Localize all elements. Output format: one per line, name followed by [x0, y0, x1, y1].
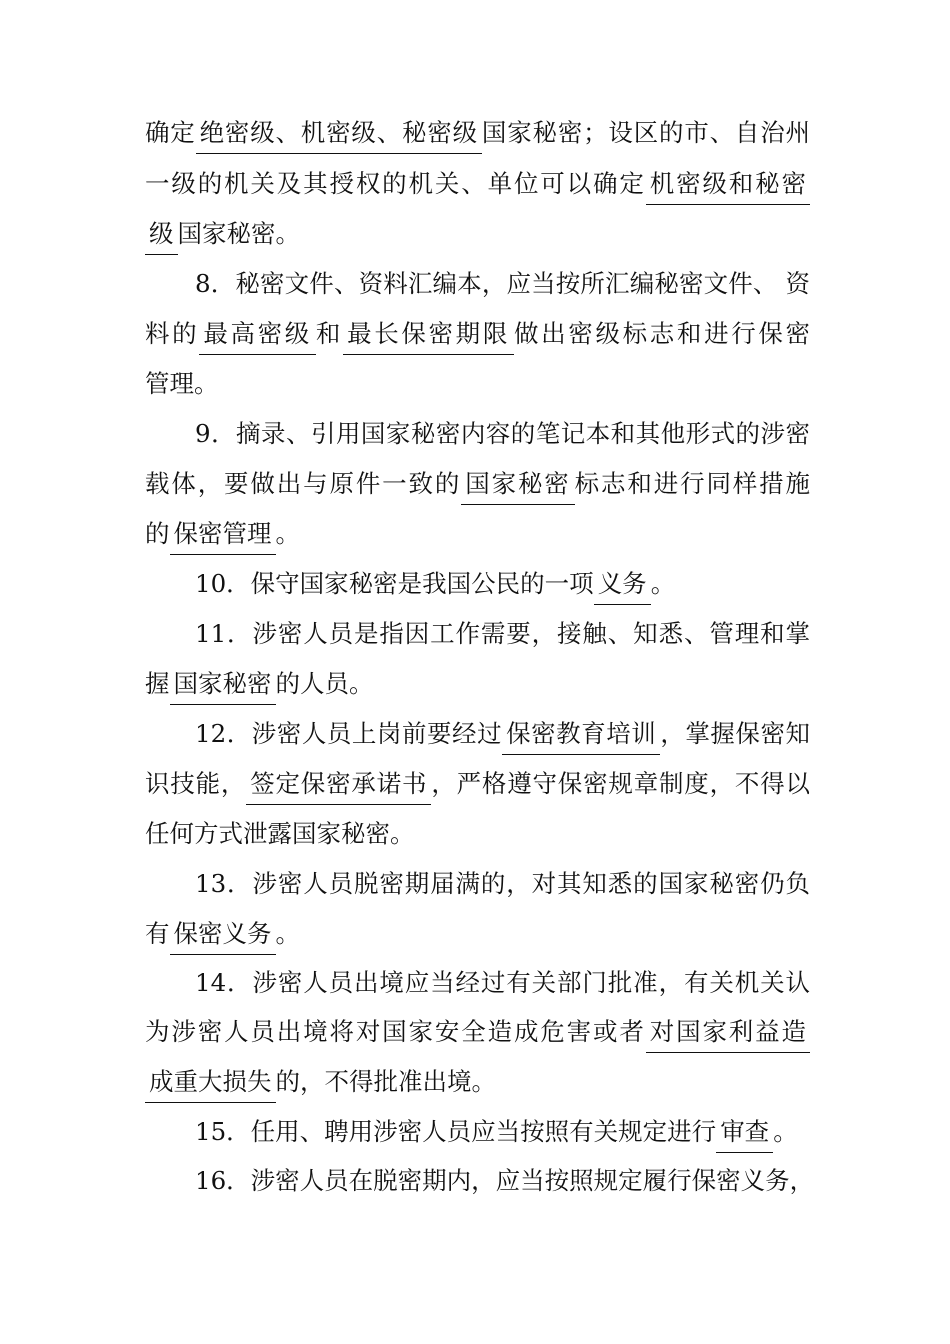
text-segment: 载体，要做出与原件一致的	[145, 469, 462, 498]
text-segment: 14．涉密人员出境应当经过有关部门批准，有关机关认	[195, 968, 810, 997]
text-segment: 标志和进行同样措施	[574, 469, 811, 498]
text-segment: 10．保守国家秘密是我国公民的一项	[195, 569, 594, 598]
text-line-1	[145, 113, 810, 153]
text-line-8	[145, 464, 810, 504]
text-line-21	[195, 1112, 810, 1152]
text-line-2	[145, 164, 810, 204]
underlined-answer: 级	[145, 219, 178, 255]
underlined-answer: 义务	[594, 569, 651, 605]
underlined-answer: 对国家利益造	[646, 1017, 810, 1053]
text-segment: 。	[275, 519, 300, 548]
text-segment: 的，不得批准出境。	[275, 1067, 496, 1096]
text-segment: 料的	[145, 319, 200, 348]
text-line-4	[195, 264, 810, 304]
text-segment: 做出密级标志和进行保密	[514, 319, 811, 348]
text-segment: 一级的机关及其授权的机关、单位可以确定	[145, 169, 646, 198]
text-line-22	[195, 1161, 815, 1201]
text-segment: 任何方式泄露国家秘密。	[145, 819, 415, 848]
text-line-15	[145, 814, 810, 854]
text-line-17	[145, 914, 810, 954]
text-line-5	[145, 314, 810, 354]
text-line-11	[195, 614, 810, 654]
underlined-answer: 绝密级、机密级、秘密级	[196, 118, 482, 154]
underlined-answer: 国家秘密	[170, 669, 276, 705]
text-segment: 有	[145, 919, 170, 948]
underlined-answer: 机密级和秘密	[646, 169, 810, 205]
underlined-answer: 国家秘密	[461, 469, 574, 505]
text-segment: 握	[145, 669, 170, 698]
text-segment: 16．涉密人员在脱密期内，应当按照规定履行保密义务，	[195, 1166, 815, 1195]
underlined-answer: 最高密级	[199, 319, 316, 355]
text-segment: 13．涉密人员脱密期届满的，对其知悉的国家秘密仍负	[195, 869, 810, 898]
text-segment: 。	[773, 1117, 798, 1146]
text-segment: 9．摘录、引用国家秘密内容的笔记本和其他形式的涉密	[195, 419, 810, 448]
text-segment: 11．涉密人员是指因工作需要，接触、知悉、管理和掌	[195, 619, 810, 648]
text-segment: ，严格遵守保密规章制度，不得以	[431, 769, 811, 798]
text-segment: 的人员。	[275, 669, 374, 698]
text-line-18	[195, 963, 810, 1003]
text-line-3	[145, 214, 810, 254]
text-segment: 的	[145, 519, 170, 548]
text-line-6	[145, 364, 810, 404]
text-segment: 12．涉密人员上岗前要经过	[195, 719, 503, 748]
underlined-answer: 保密义务	[170, 919, 276, 955]
text-line-12	[145, 664, 810, 704]
text-line-19	[145, 1012, 810, 1052]
text-segment: 。	[275, 919, 300, 948]
text-segment: 管理。	[145, 369, 219, 398]
text-segment: 15．任用、聘用涉密人员应当按照有关规定进行	[195, 1117, 717, 1146]
underlined-answer: 审查	[716, 1117, 773, 1153]
text-line-14	[145, 764, 810, 804]
text-line-16	[195, 864, 810, 904]
text-segment: 。	[650, 569, 676, 598]
text-line-9	[145, 514, 810, 554]
text-line-20	[145, 1062, 810, 1102]
text-line-10	[195, 564, 810, 604]
text-segment: 8．秘密文件、资料汇编本，应当按所汇编秘密文件、 资	[195, 269, 810, 298]
text-segment: 和	[315, 319, 344, 348]
text-line-7	[195, 414, 810, 454]
text-segment: 确定	[145, 118, 196, 147]
text-segment: 识技能，	[145, 769, 247, 798]
underlined-answer: 保密管理	[170, 519, 276, 555]
underlined-answer: 保密教育培训	[502, 719, 660, 755]
underlined-answer: 签定保密承诺书	[246, 769, 431, 805]
text-segment: ，掌握保密知	[660, 719, 811, 748]
text-segment: 国家秘密；设区的市、自治州	[481, 118, 811, 147]
text-line-13	[195, 714, 810, 754]
underlined-answer: 成重大损失	[145, 1067, 276, 1103]
text-segment: 国家秘密。	[177, 219, 300, 248]
underlined-answer: 最长保密期限	[343, 319, 514, 355]
text-segment: 为涉密人员出境将对国家安全造成危害或者	[145, 1017, 646, 1046]
